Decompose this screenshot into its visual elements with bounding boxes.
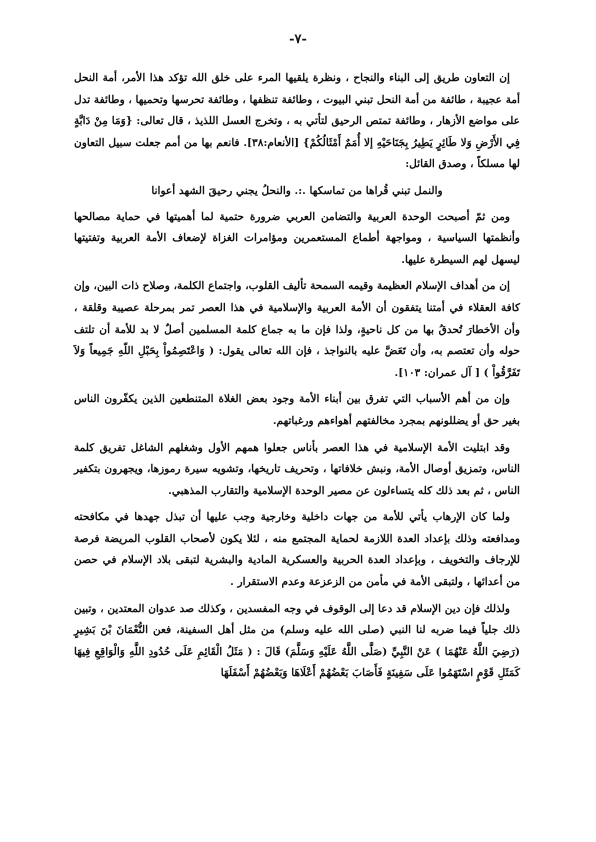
page-number: -٧- xyxy=(289,32,307,47)
paragraph-ship-hadith: ولذلك فإن دين الإسلام قد دعا إلى الوقوف في وجه المفسدين ، وكذلك صد عدوان المعتدين ، وتبين ذلك جلياً فيما ضربه لنا النبي (صلى الله عليه وسلم) من مثل أهل السفينة، فعن النُّعْمَانَ بْنَ بَشِيرٍ (رَضِيَ اللَّهُ عَنْهُمَا ) عَنْ النَّبِيِّ (صَلَّى اللَّهُ عَلَيْهِ وَسَلَّمَ) قَالَ : ( مَثَلُ الْقَائِمِ عَلَى حُدُودِ اللَّهِ وَالْوَاقِعِ فِيهَا كَمَثَلِ قَوْمٍ اسْتَهَمُوا عَلَى سَفِينَةٍ فَأَصَابَ بَعْضُهُمْ أَعْلَاهَا وَبَعْضُهُمْ أَسْفَلَهَا xyxy=(74,602,520,680)
paragraph-arab-unity: ومن ثمّ أصبحت الوحدة العربية والتضامن العربي ضرورة حتمية لما أهميتها في حماية مصالحها وأنظمتها السياسية ، ومواجهة أطماع المستعمرين ومؤامرات الغزاة لإضعاف الأمة العربية وتفتيتها ليسهل لهم السيطرة عليها. xyxy=(74,210,520,266)
paragraph-islam-goals: إن من أهداف الإسلام العظيمة وقيمه السمحة تأليف القلوب، واجتماع الكلمة، وصلاح ذات البين، وإن كافة العقلاء في أمتنا يتفقون أن الأمة العربية والإسلامية في هذا العصر تمر بمرحلة عصيبة وقلقة ، وأن الأخطارَ تُحدقُ بها من كل ناحيةٍ، ولذا فإن ما به جماع كلمة المسلمين أصلٌ لا بد للأمة أن تلتف حوله وأن تعتصم به، وأن تَعَضَّ عليه بالنواجذ ، فإن الله تعالى يقول: ( وَاعْتَصِمُواْ بِحَبْلِ اللّهِ جَمِيعاً وَلاَ تَفَرَّقُواْ ) [ آل عمران: ١٠٣]. xyxy=(74,280,520,379)
paragraph-terrorism: ولما كان الإرهاب يأتي للأمة من جهات داخلية وخارجية وجب عليها أن تبذل جهدها في مكافحته ومدافعته وذلك بإعداد العدة اللازمة لحماية المجتمع منه ، لئلا يكون لأصحاب القلوب المريضة فرصة للإرجاف والتخويف ، وبإعداد العدة الحربية والعسكرية المادية والبشرية لتبقى بلاد الإسلام في حصن من أعدائها ، ولتبقى الأمة في مأمن من الزعزعة وعدم الاستقرار . xyxy=(74,511,520,589)
body-text xyxy=(74,68,520,686)
paragraph-division: وقد ابتليت الأمة الإسلامية في هذا العصر بأناس جعلوا همهم الأول وشغلهم الشاغل تفريق كلمة الناس، وتمزيق أوصال الأمة، ونبش خلافاتها ، وتحريف تاريخها، وتشويه سيرة رموزها، ويجهرون بتكفير الناس ، ثم بعد ذلك كله يتساءلون عن مصير الوحدة الإسلامية والتقارب المذهبي. xyxy=(74,441,520,497)
poem-verse: والنمل تبني قُراها من تماسكها .:. والنحلُ يجني رحيقَ الشهد أعوانا xyxy=(151,184,443,197)
paragraph-extremists: وإن من أهم الأسباب التي تفرق بين أبناء الأمة وجود بعض الغلاة المتنطعين الذين يكفّرون الناس بغير حق أو يضللونهم بمجرد مخالفتهم أهواءهم ورغباتهم. xyxy=(74,393,520,427)
paragraph-cooperation-bees: إن التعاون طريق إلى البناء والنجاح ، ونظرة يلقيها المرء على خلق الله تؤكد هذا الأمر، أمة النحل أمة عجيبة ، طائفة من أمة النحل تبني البيوت ، وطائفة تنظفها ، وطائفة تحرسها وتحميها ، وطائفة تدل على مواضع الأزهار ، وطائفة تمتص الرحيق لتأتي به ، وتخرج العسل اللذيذ ، قال تعالى: {وَمَا مِنْ دَابَّةٍ فِي الأَرْضِ وَلا طَائِرٍ يَطِيرُ بِجَنَاحَيْهِ إلا أُمَمٌ أَمْثَالُكُمْ} [الأنعام:٣٨]. فانعم بها من أمم جعلت سبيل التعاون لها مسلكاً ، وصدق القائل: xyxy=(74,72,520,171)
